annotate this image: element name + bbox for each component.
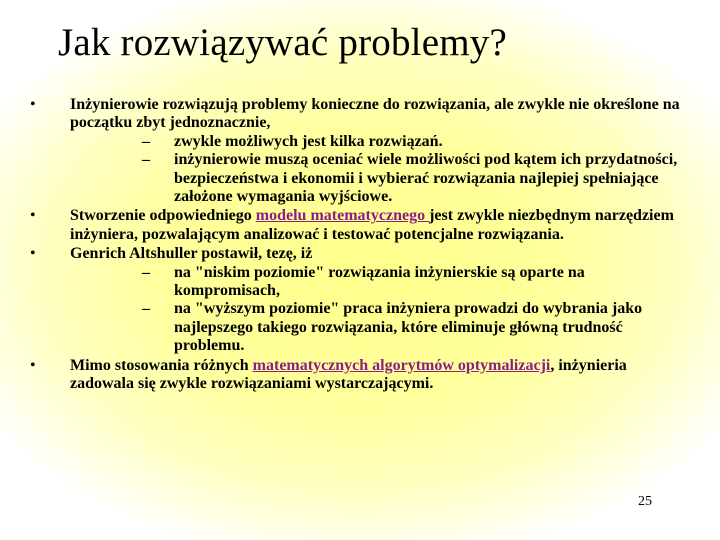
dash-marker: – <box>142 263 150 281</box>
bullet-2-text-after: jest zwykle niezbędnym narzędziem inżyniera, pozwalającym analizować i testować potencjalne rozwiązania. <box>70 207 674 243</box>
bullet-3-text: Genrich Altshuller postawił, tezę, iż <box>70 245 313 263</box>
dash-marker: – <box>142 300 150 318</box>
subbullet-1-2 <box>70 151 688 206</box>
subbullet-3-2-text: na "wyższym poziomie" praca inżyniera prowadzi do wybrania jako najlepszego takiego rozwiązania, które eliminuje główną trudność problemu. <box>174 300 643 355</box>
slide-title: Jak rozwiązywać problemy? <box>58 21 507 64</box>
bullet-2 <box>28 207 688 244</box>
subbullet-3-2 <box>70 300 688 355</box>
page-number: 25 <box>638 494 652 509</box>
bullet-4 <box>28 357 688 394</box>
bullet-1 <box>28 96 688 206</box>
bullet-2-text-before: Stworzenie odpowiedniego <box>70 207 256 225</box>
dash-marker: – <box>142 132 150 150</box>
link-algorytmow-optymalizacji[interactable]: matematycznych algorytmów optymalizacji <box>252 356 551 374</box>
bullet-4-text-after: , inżynieria zadowala się zwykle rozwiązaniami wystarczającymi. <box>70 356 627 393</box>
bullet-3 <box>28 245 688 355</box>
subbullet-3-1-text: na "niskim poziomie" rozwiązania inżynierskie są oparte na kompromisach, <box>174 263 585 300</box>
link-modelu-matematycznego[interactable]: modelu matematycznego <box>255 207 430 225</box>
bullet-marker: • <box>30 245 36 263</box>
bullet-marker: • <box>30 96 36 113</box>
bullet-4-text-before: Mimo stosowania różnych <box>70 356 253 374</box>
bullet-marker: • <box>30 207 36 225</box>
dash-marker: – <box>142 151 150 169</box>
bullet-marker: • <box>30 356 36 374</box>
bullet-1-text: Inżynierowie rozwiązują problemy konieczne do rozwiązania, ale zwykle nie określone na początku zbyt jednoznacznie, <box>70 96 680 132</box>
bullet-list <box>28 96 688 395</box>
subbullet-1-1-text: zwykle możliwych jest kilka rozwiązań. <box>174 132 443 150</box>
subbullet-3-1 <box>70 264 688 301</box>
subbullet-1-2-text: inżynierowie muszą oceniać wiele możliwości pod kątem ich przydatności, bezpieczeństwa i ekonomii i wybierać rozwiązania najlepiej spełniające założone wymagania wyjściowe. <box>174 151 678 206</box>
subbullet-1-1 <box>70 133 688 151</box>
